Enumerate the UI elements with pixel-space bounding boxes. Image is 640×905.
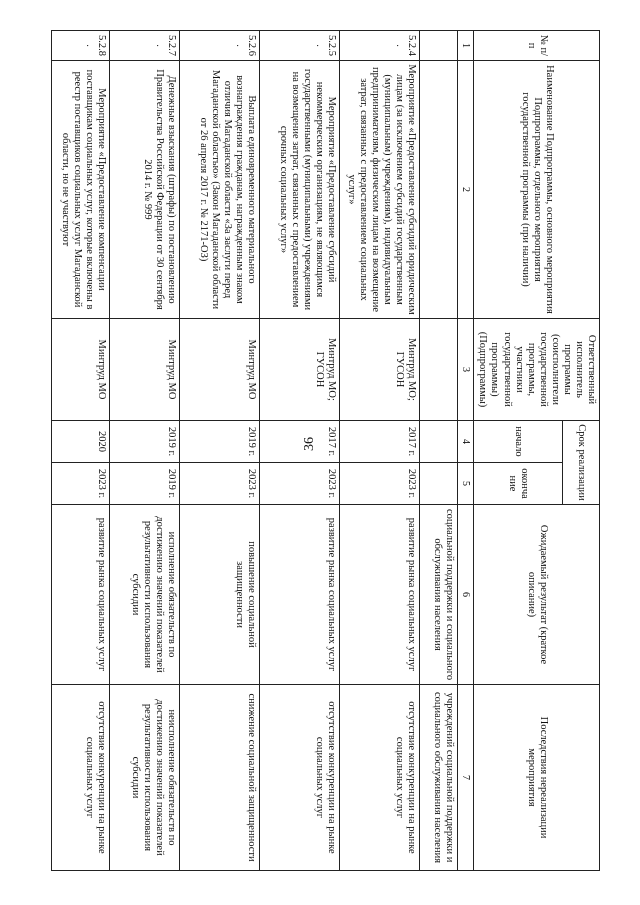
cell-id: 5.2.8.: [51, 31, 109, 61]
cell-end: 2019 г.: [109, 463, 179, 505]
cell-result: социальной поддержки и социального обслуживания населения: [419, 505, 457, 685]
cell-consequence: снижение социальной защищенности: [179, 685, 259, 871]
header-result: Ожидаемый результат (краткое описание): [474, 505, 600, 685]
cell-consequence: отсутствие конкуренции на рынке социальных услуг: [339, 685, 419, 871]
table-row: [259, 31, 339, 871]
header-consequence: Последствия нереализации мероприятия: [474, 685, 600, 871]
col-number-5: 5: [457, 463, 474, 505]
cell-executor: Минтруд МО; ГУСОН: [339, 319, 419, 421]
header-number: № п/п: [474, 31, 600, 61]
col-number-6: 6: [457, 505, 474, 685]
cell-consequence: учреждений социальной поддержки и социального обслуживания населения: [419, 685, 457, 871]
header-end: окончание: [474, 463, 563, 505]
rotated-table-container: [55, 30, 600, 870]
cell-result: исполнение обязательств по достижению значений показателей результативности использования субсидии: [109, 505, 179, 685]
col-number-7: 7: [457, 685, 474, 871]
page-number: 36: [302, 437, 317, 451]
activities-table: [51, 30, 600, 871]
cell-result: развитие рынка социальных услуг: [259, 505, 339, 685]
cell-name: Мероприятие «Предоставление субсидий некоммерческим организациям, не являющимся государственными (муниципальными) учреждениями на возмещение затрат, связанных с предоставлением срочных социальных услуг»: [259, 61, 339, 319]
cell-start: 2017 г.: [259, 421, 339, 463]
cell-start: 2019 г.: [109, 421, 179, 463]
cell-name: Выплата единовременного материального вознаграждения гражданам, награжденным знаком отличия Магаданской области «За заслуги перед Магаданской областью» (Закон Магаданской области от 26 апреля 2017 г. № 2171-ОЗ): [179, 61, 259, 319]
cell-end: 2023 г.: [179, 463, 259, 505]
cell-executor: Минтруд МО: [51, 319, 109, 421]
cell-executor: Минтруд МО: [109, 319, 179, 421]
cell-executor: Минтруд МО; ГУСОН: [259, 319, 339, 421]
cell-executor: Минтруд МО: [179, 319, 259, 421]
cell-result: развитие рынка социальных услуг: [339, 505, 419, 685]
col-number-4: 4: [457, 421, 474, 463]
header-term: Срок реализации: [562, 421, 599, 505]
cell-id: 5.2.6.: [179, 31, 259, 61]
cell-end: 2023 г.: [51, 463, 109, 505]
header-name: Наименование Подпрограммы, основного мероприятия Подпрограммы, отдельного мероприятия государственной программы (при наличии): [474, 61, 600, 319]
table-row: [51, 31, 109, 871]
cell-id: 5.2.7.: [109, 31, 179, 61]
cell-result: развитие рынка социальных услуг: [51, 505, 109, 685]
cell-id: 5.2.4.: [339, 31, 419, 61]
table-row: [339, 31, 419, 871]
cell-start: 2017 г.: [339, 421, 419, 463]
cell-name: Денежные взыскания (штрафы) по постановлению Правительства Российской Федерации от 30 сентября 2014 г. № 999: [109, 61, 179, 319]
header-executor: Ответственный исполнитель программы (соисполнители государственной программы, участники государственной программы) (Подпрограммы): [474, 319, 600, 421]
table-row: [179, 31, 259, 871]
col-number-2: 2: [457, 61, 474, 319]
cell-start: 2020: [51, 421, 109, 463]
cell-id: 5.2.5.: [259, 31, 339, 61]
col-number-1: 1: [457, 31, 474, 61]
cell-end: 2023 г.: [259, 463, 339, 505]
cell-name: Мероприятие «Предоставление компенсации поставщикам социальных услуг, которые включены в реестр поставщиков социальных услуг Магаданской области, но не участвуют: [51, 61, 109, 319]
cell-consequence: отсутствие конкуренции на рынке социальных услуг: [259, 685, 339, 871]
header-start: начало: [474, 421, 563, 463]
table-row: [109, 31, 179, 871]
cell-consequence: отсутствие конкуренции на рынке социальных услуг: [51, 685, 109, 871]
table-row-continuation: [419, 31, 457, 871]
cell-name: Мероприятие «Предоставление субсидий юридическим лицам (за исключением субсидий государственным (муниципальным) учреждениям), индивидуальным предпринимателям, физическим лицам на возмещение затрат, связанных с предоставлением социальных услуг»: [339, 61, 419, 319]
cell-result: повышение социальной защищенности: [179, 505, 259, 685]
cell-consequence: неисполнение обязательств по достижению значений показателей результативности использования субсидии: [109, 685, 179, 871]
cell-end: 2023 г.: [339, 463, 419, 505]
col-number-3: 3: [457, 319, 474, 421]
cell-start: 2019 г.: [179, 421, 259, 463]
